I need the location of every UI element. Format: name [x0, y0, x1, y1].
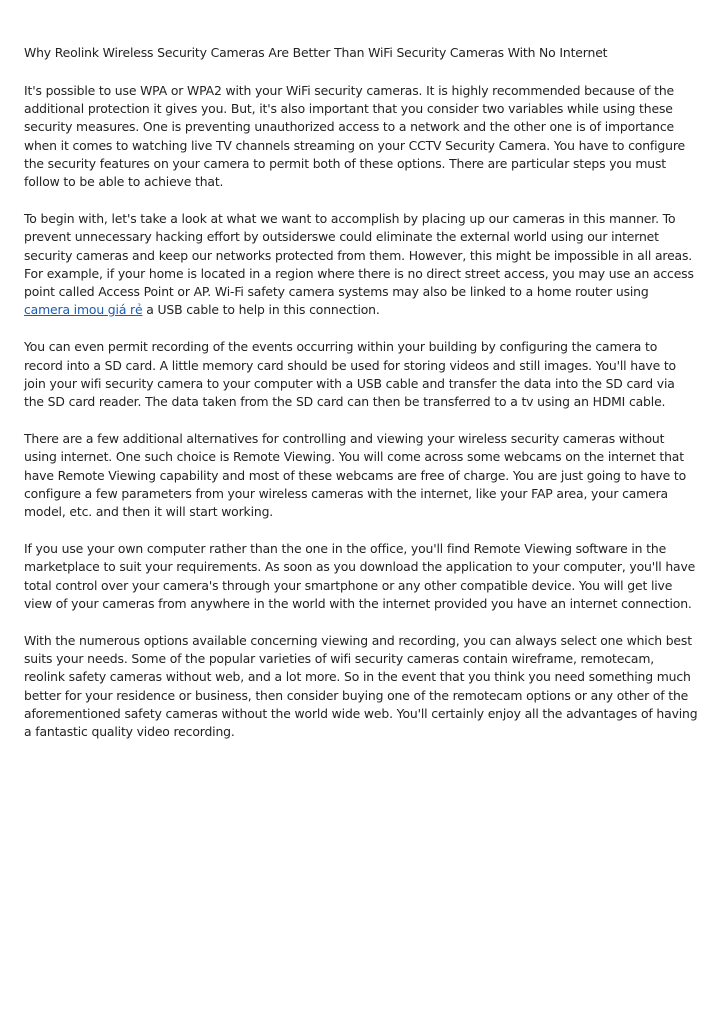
paragraph-4: There are a few additional alternatives for controlling and viewing your wireless security cameras without using internet. One such choice is Remote Viewing. You will come across some webcams on the internet that have Remote Viewing capability and most of these webcams are free of charge. You are just going to have to configure a few parameters from your wireless cameras with the internet, like your FAP area, your camera model, etc. and then it will start working. [24, 431, 687, 520]
paragraph-3: You can even permit recording of the events occurring within your building by configuring the camera to record into a SD card. A little memory card should be used for storing videos and still images. You'll have to join your wifi security camera to your computer with a USB cable and transfer the data into the SD card via the SD card reader. The data taken from the SD card can then be transferred to a tv using an HDMI cable. [24, 339, 676, 410]
paragraph-1: It's possible to use WPA or WPA2 with your WiFi security cameras. It is highly recommended because of the additional protection it gives you. But, it's also important that you consider two variables while using these security measures. One is preventing unauthorized access to a network and the other one is of importance when it comes to watching live TV channels streaming on your CCTV Security Camera. You have to configure the security features on your camera to permit both of these options. There are particular steps you must follow to be able to achieve that. [24, 83, 685, 190]
paragraph-5: If you use your own computer rather than the one in the office, you'll find Remote Viewing software in the marketplace to suit your requirements. As soon as you download the application to your computer, you'll have total control over your camera's through your smartphone or any other compatible device. You will get live view of your cameras from anywhere in the world with the internet provided you have an internet connection. [24, 541, 696, 611]
paragraph-2 [24, 210, 698, 319]
paragraph-2-text-before: To begin with, let's take a look at what we want to accomplish by placing up our cameras in this manner. To prevent unnecessary hacking effort by outsiderswe could eliminate the external world using our internet security cameras and keep our networks protected from them. However, this might be impossible in all areas. For example, if your home is located in a region where there is no direct street access, you may use an access point called Access Point or AP. Wi-Fi safety camera systems may also be linked to a home router using [24, 211, 694, 300]
document-title: Why Reolink Wireless Security Cameras Are Better Than WiFi Security Cameras With No Internet [24, 45, 608, 60]
camera-imou-link[interactable]: camera imou giá rẻ [24, 302, 143, 318]
paragraph-2-text-after: a USB cable to help in this connection. [142, 302, 380, 318]
paragraph-6: With the numerous options available concerning viewing and recording, you can always select one which best suits your needs. Some of the popular varieties of wifi security cameras contain wireframe, remotecam, reolink safety cameras without web, and a lot more. So in the event that you think you need something much better for your residence or business, then consider buying one of the remotecam options or any other of the aforementioned safety cameras without the world wide web. You'll certainly enjoy all the advantages of having a fantastic quality video recording. [24, 633, 698, 740]
document-page [24, 44, 698, 760]
